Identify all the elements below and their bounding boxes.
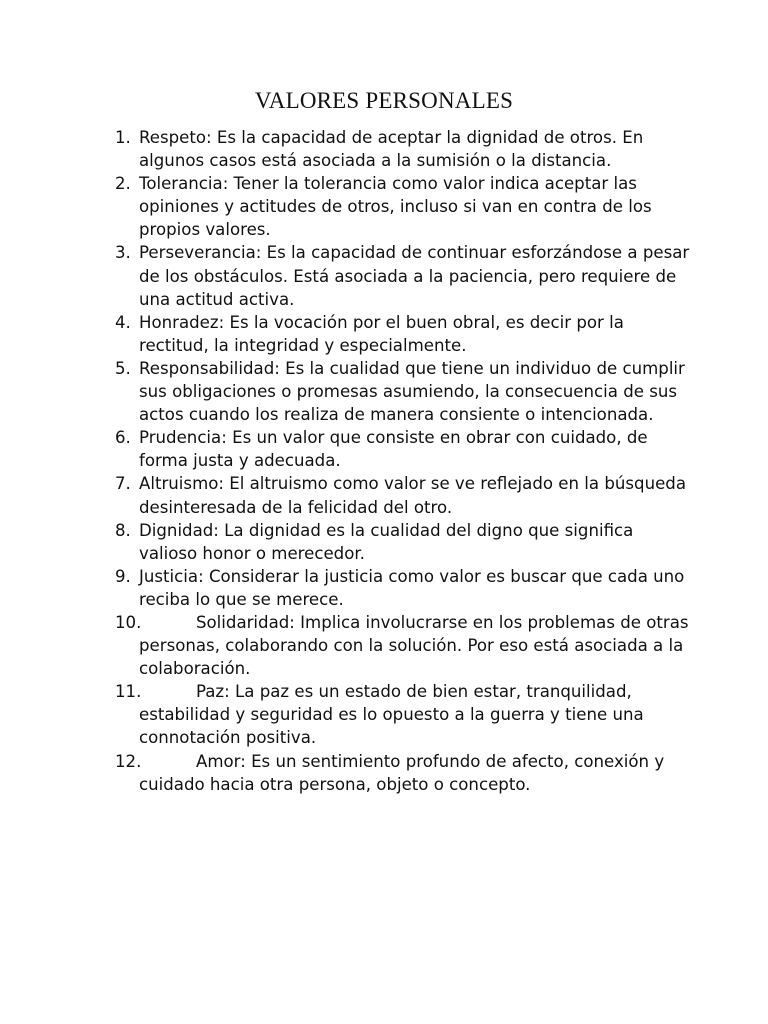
list-item xyxy=(115,126,695,172)
list-item xyxy=(115,472,695,518)
item-number: 12. xyxy=(115,751,142,771)
list-item xyxy=(115,172,695,241)
item-text: Amor: Es un sentimiento profundo de afecto, conexión y cuidado hacia otra persona, objeto o concepto. xyxy=(139,751,665,794)
item-number: 1. xyxy=(115,128,131,147)
item-text: Honradez: Es la vocación por el buen obral, es decir por la rectitud, la integridad y especialmente. xyxy=(139,312,624,355)
item-text: Paz: La paz es un estado de bien estar, tranquilidad, estabilidad y seguridad es lo opuesto a la guerra y tiene una connotación positiva. xyxy=(139,682,644,748)
item-text: Perseverancia: Es la capacidad de continuar esforzándose a pesar de los obstáculos. Está asociada a la paciencia, pero requiere de una actitud activa. xyxy=(139,243,690,309)
item-number: 6. xyxy=(115,428,131,448)
item-text: Prudencia: Es un valor que consiste en obrar con cuidado, de forma justa y adecuada. xyxy=(139,428,648,471)
item-number: 5. xyxy=(115,358,131,378)
item-text: Altruismo: El altruismo como valor se ve reflejado en la búsqueda desinteresada de la felicidad del otro. xyxy=(139,474,687,517)
item-number: 8. xyxy=(115,520,131,540)
page-title: VALORES PERSONALES xyxy=(254,88,514,113)
list-item xyxy=(115,426,695,472)
item-number: 4. xyxy=(115,312,131,332)
item-text: Respeto: Es la capacidad de aceptar la dignidad de otros. En algunos casos está asociada a la sumisión o la distancia. xyxy=(139,128,644,171)
item-number: 11. xyxy=(115,682,142,702)
item-text: Dignidad: La dignidad es la cualidad del digno que significa valioso honor o merecedor. xyxy=(139,520,634,563)
item-text: Solidaridad: Implica involucrarse en los problemas de otras personas, colaborando con la solución. Por eso está asociada a la colaboración. xyxy=(139,612,689,679)
list-item xyxy=(115,519,695,565)
item-text: Responsabilidad: Es la cualidad que tiene un individuo de cumplir sus obligaciones o promesas asumiendo, la consecuencia de sus actos cuando los realiza de manera consiente o intencionada. xyxy=(139,358,685,425)
list-item xyxy=(115,357,695,426)
list-item xyxy=(115,750,695,796)
list-item xyxy=(115,311,695,357)
values-list xyxy=(115,126,695,796)
list-item xyxy=(115,241,695,310)
item-text: Justicia: Considerar la justicia como valor es buscar que cada uno reciba lo que se merece. xyxy=(139,566,685,609)
item-number: 3. xyxy=(115,243,131,263)
item-number: 7. xyxy=(115,474,131,494)
item-number: 9. xyxy=(115,566,131,586)
list-item xyxy=(115,680,695,749)
item-number: 2. xyxy=(115,174,131,194)
list-item xyxy=(115,565,695,611)
item-number: 10. xyxy=(115,612,142,632)
item-text: Tolerancia: Tener la tolerancia como valor indica aceptar las opiniones y actitudes de otros, incluso si van en contra de los propios valores. xyxy=(139,174,652,240)
list-item xyxy=(115,611,695,680)
